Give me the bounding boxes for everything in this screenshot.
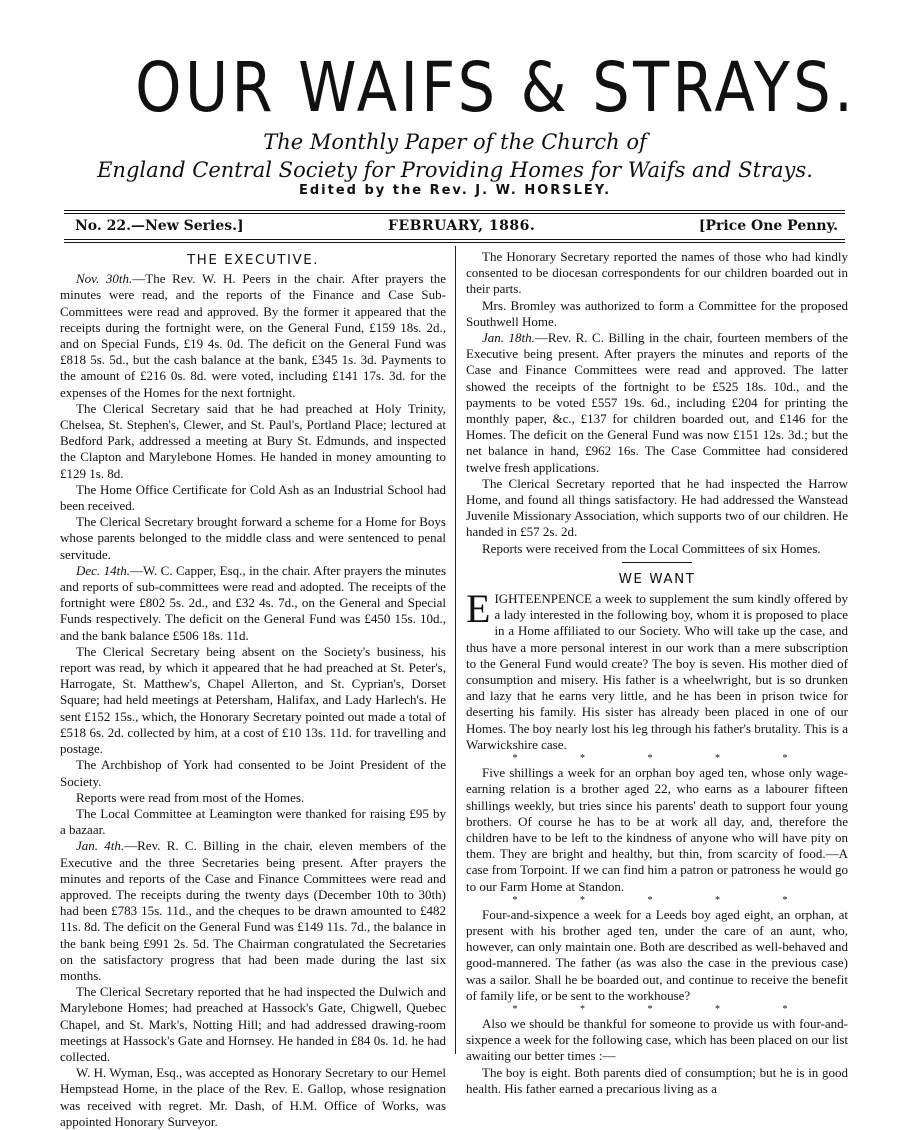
date-jan4: Jan. 4th.: [76, 838, 125, 854]
left-column: [60, 249, 446, 1129]
issue-rule-bottom-inner: [64, 242, 845, 243]
subtitle-line-2: England Central Society for Providing Homes for Waifs and Strays.: [97, 158, 813, 182]
date-nov30: Nov. 30th.: [76, 271, 133, 287]
paragraph-harrow: The Clerical Secretary reported that he had inspected the Harrow Home, and found all things satisfactory. He had addressed the Wanstead Juvenile Missionary Association, which supports two of our children. He handed in £57 2s. 2d.: [466, 475, 848, 540]
paragraph-wyman: W. H. Wyman, Esq., was accepted as Honorary Secretary to our Hemel Hempstead Home, in the place of the Rev. E. Gallop, whose resignation was received with regret. Mr. Dash, of H.M. Office of Works, was appointed Honorary Surveyor.: [60, 1065, 446, 1129]
paragraph-boy-eight: The boy is eight. Both parents died of consumption; but he is in good health. His father earned a precarious living as a: [466, 1064, 848, 1096]
paragraph-inspected: The Clerical Secretary reported that he had inspected the Dulwich and Marylebone Homes; had preached at Hassock's Gate, Chigwell, Quebec Chapel, and St. Mark's, Notting Hill; and had addressed drawing-room meetings at Hassock's Gate and Hornsey. He handed in £84 0s. 1d. he had collected.: [60, 984, 446, 1064]
issue-rule-bottom: [64, 239, 845, 240]
masthead-rule-top: [64, 210, 845, 211]
paragraph-clerical-report: The Clerical Secretary said that he had preached at Holy Trinity, Chelsea, St. Stephen's, Clewer, and St. Paul's, Portland Place; lectured at Bedford Park, addressed a meeting at Bury St. Edmunds, and inspected the Clapton and Marylebone Homes. He handed in money amounting to £129 1s. 8d.: [60, 400, 446, 481]
paragraph-reports: Reports were read from most of the Homes.: [76, 789, 305, 805]
section-rule: [622, 562, 692, 563]
subtitle-line-1: The Monthly Paper of the Church of: [263, 130, 647, 154]
paragraph-dec14: Dec. 14th.—W. C. Capper, Esq., in the chair. After prayers the minutes and reports of sub-committees were read and adopted. The receipts of the fortnight were £802 5s. 2d., and £32 4s. 7d., on the General and Special Funds respectively. The deficit on the General Fund was £450 15s. 10d., and the bank balance £506 18s. 11d.: [60, 562, 446, 643]
paragraph-bromley: Mrs. Bromley was authorized to form a Committee for the proposed Southwell Home.: [466, 297, 848, 329]
paragraph-clerical-absent: The Clerical Secretary being absent on the Society's business, his report was read, by which it appeared that he had preached at St. Peter's, Harrogate, St. Matthew's, Chapel Allerton, and St. Cyprian's, Dorset Square; had held meetings at Petersham, Halifax, and Lady Harlech's. He sent £152 15s., which, the Honorary Secretary pointed out made a total of £518 6s. 2d. collected by him, at a cost of £10 13s. 11d. for travelling and postage.: [60, 643, 446, 757]
newspaper-title: OUR WAIFS & STRAYS.: [135, 48, 857, 128]
date-dec14: Dec. 14th.: [76, 562, 130, 578]
masthead-rule-top-inner: [64, 213, 845, 214]
column-divider: [455, 246, 456, 1054]
drop-cap: E: [466, 586, 491, 632]
paragraph-local-committees: Reports were received from the Local Committees of six Homes.: [482, 540, 821, 556]
date-jan18: Jan. 18th.: [482, 330, 535, 346]
paragraph-jan4: Jan. 4th.—Rev. R. C. Billing in the chair, eleven members of the Executive and the three Secretaries being present. After prayers the minutes and reports of the Case and Finance Committees were read and approved. The receipts during the twenty days (December 10th to 30th) had been £783 15s. 11d., and the cheques to be drawn amounted to £482 11s. 8d. The deficit on the General Fund was £149 11s. 7d., the balance in the bank being £991 2s. 5d. The Chairman congratulated the Secretaries on the satisfactory progress that had been made during the last six months.: [60, 838, 446, 983]
paragraph-archbishop: The Archbishop of York had consented to be Joint President of the Society.: [60, 757, 446, 789]
paragraph-scheme: The Clerical Secretary brought forward a scheme for a Home for Boys whose parents belonged to the middle class and were sentenced to penal servitude.: [60, 514, 446, 562]
paragraph-correspondents: The Honorary Secretary reported the names of those who had kindly consented to be diocesan correspondents for our children boarded out in their parts.: [466, 249, 848, 297]
paragraph-eighteenpence: EIGHTEENPENCE a week to supplement the sum kindly offered by a lady interested in the following boy, whom it is proposed to place in a Home affiliated to our Society. Who will take up the case, and thus have a more personal interest in our work than a mere subscription to the General Fund would create? The boy is seven. His mother died of consumption and misery. His father is a wheelwright, but is so drunken and lazy that he earns very little, and he has been in prison twice for deserting his family. His sister has already been placed in one of our Homes. The boy nearly lost his leg through his father's brutality. This is a Warwickshire case.: [466, 586, 848, 752]
paragraph-nov30: Nov. 30th.—The Rev. W. H. Peers in the chair. After prayers the minutes were read, and the reports of the Finance and Case Sub-Committees were read and approved. By the former it appeared that the receipts during the fortnight were, on the General Fund, £159 18s. 2d., and on Special Funds, £19 4s. 0d. The deficit on the General Fund was £818 5s. 5d., but the cash balance at the bank, £345 1s. 3d. Payments to the amount of £216 0s. 8d. were voted, including £141 17s. 3d. for the expenses of the Homes for the next fortnight.: [60, 271, 446, 400]
paragraph-jan18: Jan. 18th.—Rev. R. C. Billing in the chair, fourteen members of the Executive being present. After prayers the minutes and reports of the Case and Finance Committees were read and approved. The latter showed the receipts of the fortnight to be £525 18s. 10d., and the payments to be voted £557 19s. 6d., including £204 for printing the monthly paper, &c., £137 for children boarded out, and £146 for the Homes. The deficit on the General Fund was now £151 12s. 3d.; but the net balance in hand, £962 16s. The Case Committee had considered twelve fresh applications.: [466, 330, 849, 475]
paragraph-leamington: The Local Committee at Leamington were thanked for raising £95 by a bazaar.: [60, 805, 446, 838]
stars-separator-1: * * * * *: [512, 753, 818, 765]
stars-separator-2: * * * * *: [512, 894, 818, 906]
right-column: [466, 249, 848, 1097]
editor-line: Edited by the Rev. J. W. HORSLEY.: [298, 183, 612, 198]
paragraph-five-shillings: Five shillings a week for an orphan boy aged ten, whose only wage-earning relation is a brother aged 22, who earns as a labourer fifteen shillings weekly, but tries since his parents' death to support four young brothers. Of course he has to be at work all day, and, therefore the children have to be left to the kindness of anyone who will have pity on them. They are bright and healthy, but thin, from scarcity of food.—A case from Torpoint. If we can find him a patron or patroness he would go to our Farm Home at Standon.: [466, 765, 848, 894]
issue-number: No. 22.—New Series.]: [75, 218, 244, 234]
paragraph-also: Also we should be thankful for someone to provide us with four-and-sixpence a week for the following case, which has been placed on our list awaiting our better times :—: [466, 1015, 848, 1064]
executive-heading: THE EXECUTIVE.: [186, 252, 320, 268]
issue-date: FEBRUARY, 1886.: [388, 218, 536, 234]
issue-price: [Price One Penny.: [698, 218, 838, 234]
stars-separator-3: * * * * *: [512, 1003, 818, 1015]
we-want-heading: WE WANT: [618, 570, 696, 587]
paragraph-home-office: The Home Office Certificate for Cold Ash as an Industrial School had been received.: [60, 481, 446, 514]
newspaper-subtitle: [60, 128, 850, 184]
paragraph-leeds-boy: Four-and-sixpence a week for a Leeds boy aged eight, an orphan, at present with his brother aged ten, under the care of an aunt, who, however, can only maintain one. Both are described as well-behaved and good-mannered. The father (as was also the case in the previous case) was a sailor. Shall he be boarded out, and continue to receive the benefit of family life, or be sent to the workhouse?: [466, 906, 848, 1003]
